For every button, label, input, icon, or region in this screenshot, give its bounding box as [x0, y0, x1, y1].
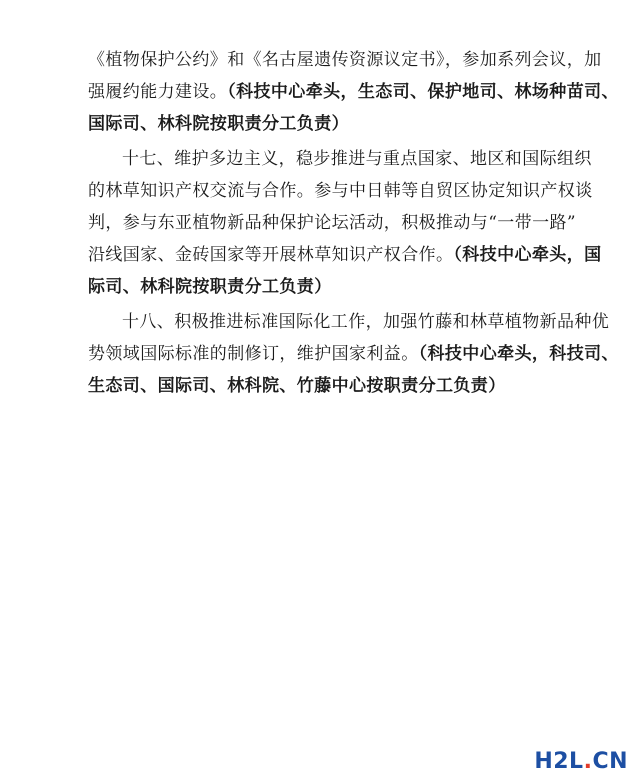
watermark-part: H2L	[534, 749, 584, 774]
text-line	[88, 143, 592, 175]
document-body	[88, 44, 619, 405]
line-text: 强履约能力建设。	[88, 82, 228, 102]
text-line	[88, 338, 619, 370]
line-text: 判，参与东亚植物新品种保护论坛活动，积极推动与“一带一路”	[88, 213, 576, 233]
responsibility-text: 际司、林科院按职责分工负责）	[88, 277, 332, 297]
text-line	[88, 44, 602, 76]
text-line	[88, 207, 588, 239]
text-line	[88, 108, 588, 140]
text-line	[88, 306, 610, 338]
paragraph-item-18	[88, 306, 619, 402]
line-text: 势领域国际标准的制修订，维护国家利益。	[88, 344, 419, 364]
paragraph-treaty	[88, 44, 619, 140]
responsibility-text: （科技中心牵头，国	[453, 245, 602, 265]
paragraph-item-17	[88, 143, 602, 303]
text-line	[88, 370, 588, 402]
text-line	[88, 239, 602, 271]
text-line	[88, 271, 588, 303]
line-text: 《植物保护公约》和《名古屋遗传资源议定书》，参加系列会议，加	[88, 50, 602, 70]
site-watermark-logo	[534, 749, 628, 774]
responsibility-text: 生态司、国际司、林科院、竹藤中心按职责分工负责）	[88, 376, 506, 396]
line-text: 沿线国家、金砖国家等开展林草知识产权合作。	[88, 245, 454, 265]
watermark-part: CN	[592, 749, 628, 774]
responsibility-text: （科技中心牵头，生态司、保护地司、林场种苗司、	[227, 82, 619, 102]
line-text: 十八、积极推进标准国际化工作，加强竹藤和林草植物新品种优	[122, 312, 610, 332]
text-line	[88, 76, 619, 108]
watermark-part: .	[583, 749, 593, 774]
text-line	[88, 175, 593, 207]
responsibility-text: 国际司、林科院按职责分工负责）	[88, 114, 349, 134]
responsibility-text: （科技中心牵头，科技司、	[418, 344, 619, 364]
line-text: 十七、维护多边主义，稳步推进与重点国家、地区和国际组织	[122, 149, 592, 169]
line-text: 的林草知识产权交流与合作。参与中日韩等自贸区协定知识产权谈	[88, 181, 593, 201]
